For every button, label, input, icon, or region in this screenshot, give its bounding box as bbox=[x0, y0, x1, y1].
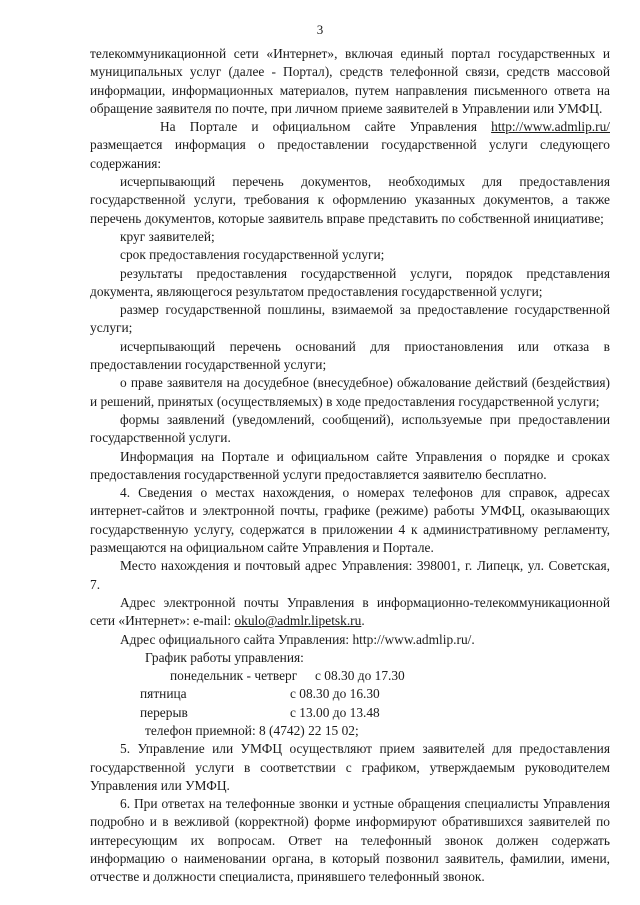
document-body bbox=[90, 45, 610, 887]
schedule-days: понедельник - четверг bbox=[170, 668, 298, 684]
paragraph-portal-info bbox=[90, 118, 610, 173]
schedule-row bbox=[90, 685, 610, 703]
list-item-results: результаты предоставления государственной услуги, порядок представления документа, являющегося результатом предоставления государственной услуги; bbox=[90, 265, 610, 299]
admlip-link[interactable]: http://www.admlip.ru/ bbox=[491, 119, 610, 135]
schedule-time: с 08.30 до 16.30 bbox=[290, 686, 380, 702]
paragraph-email bbox=[90, 594, 610, 631]
paragraph-address: Место нахождения и почтовый адрес Управления: 398001, г. Липецк, ул. Советская, 7. bbox=[90, 558, 610, 592]
paragraph-4-contacts: 4. Сведения о местах нахождения, о номерах телефонов для справок, адресах интернет-сайтов и электронной почты, графике (режиме) работы УМФЦ, оказывающих государственную услугу, содержатся в приложении 4 к административному регламенту, размещаются на официальном сайте Управления и Портале. bbox=[90, 485, 610, 556]
list-item-applicants: круг заявителей; bbox=[120, 228, 215, 244]
schedule-row bbox=[90, 704, 610, 722]
schedule-time: с 13.00 до 13.48 bbox=[290, 704, 380, 720]
paragraph-6-phone-answers: 6. При ответах на телефонные звонки и устные обращения специалисты Управления подробно и в вежливой (корректной) форме информируют обратившихся заявителей по интересующим их вопросам. Ответ на телефонный звонок должен содержать информацию о наименовании органа, в который позвонил заявитель, фамилии, имени, отчестве и должности специалиста, принявшего телефонный звонок. bbox=[90, 796, 610, 885]
email-text: Адрес электронной почты Управления в информационно-телекоммуникационной сети «Интернет»: e-mail: bbox=[90, 594, 610, 629]
paragraph-intro-continuation: телекоммуникационной сети «Интернет», включая единый портал государственных и муниципальных услуг (далее - Портал), средств телефонной связи, средств массовой информации, информационных материалов, путем направления письменного ответа на обращение заявителя по почте, при личном приеме заявителей в Управлении или УМФЦ. bbox=[90, 46, 610, 116]
list-item-documents: исчерпывающий перечень документов, необходимых для предоставления государственной услуги, требования к оформлению указанных документов, а также перечень документов, которые заявитель вправе представить по собственной инициативе; bbox=[90, 174, 610, 226]
schedule-row bbox=[90, 667, 610, 685]
portal-info-text-end: размещается информация о предоставлении государственной услуги следующего содержания: bbox=[90, 137, 610, 171]
paragraph-5-reception: 5. Управление или УМФЦ осуществляют прием заявителей для предоставления государственной услуги в соответствии с графиком, утверждаемым руководителем Управления или УМФЦ. bbox=[90, 741, 610, 793]
list-item-refusal-grounds: исчерпывающий перечень оснований для приостановления или отказа в предоставлении государственной услуги; bbox=[90, 338, 610, 373]
list-item-appeal-right: о праве заявителя на досудебное (внесудебное) обжалование действий (бездействия) и решений, принятых (осуществляемых) в ходе предоставления государственной услуги; bbox=[90, 375, 610, 409]
schedule-days: перерыв bbox=[140, 704, 188, 720]
portal-info-text: На Портале и официальном сайте Управления bbox=[160, 119, 492, 135]
paragraph-free-info: Информация на Портале и официальном сайте Управления о порядке и сроках предоставления государственной услуги предоставляется заявителю бесплатно. bbox=[90, 448, 610, 482]
list-item-forms: формы заявлений (уведомлений, сообщений), используемые при предоставлении государственной услуги. bbox=[90, 411, 610, 446]
email-text-end: . bbox=[361, 613, 365, 629]
list-item-fee: размер государственной пошлины, взимаемой за предоставление государственной услуги; bbox=[90, 302, 610, 336]
schedule-heading: График работы управления: bbox=[145, 649, 304, 665]
email-link[interactable]: okulo@admlr.lipetsk.ru bbox=[234, 613, 362, 629]
schedule-days: пятница bbox=[140, 686, 187, 702]
schedule-phone: телефон приемной: 8 (4742) 22 15 02; bbox=[145, 722, 359, 738]
list-item-term: срок предоставления государственной услуги; bbox=[120, 247, 385, 263]
paragraph-site: Адрес официального сайта Управления: http://www.admlip.ru/. bbox=[120, 631, 475, 647]
page-number: 3 bbox=[316, 22, 324, 37]
schedule-time: с 08.30 до 17.30 bbox=[315, 668, 405, 684]
